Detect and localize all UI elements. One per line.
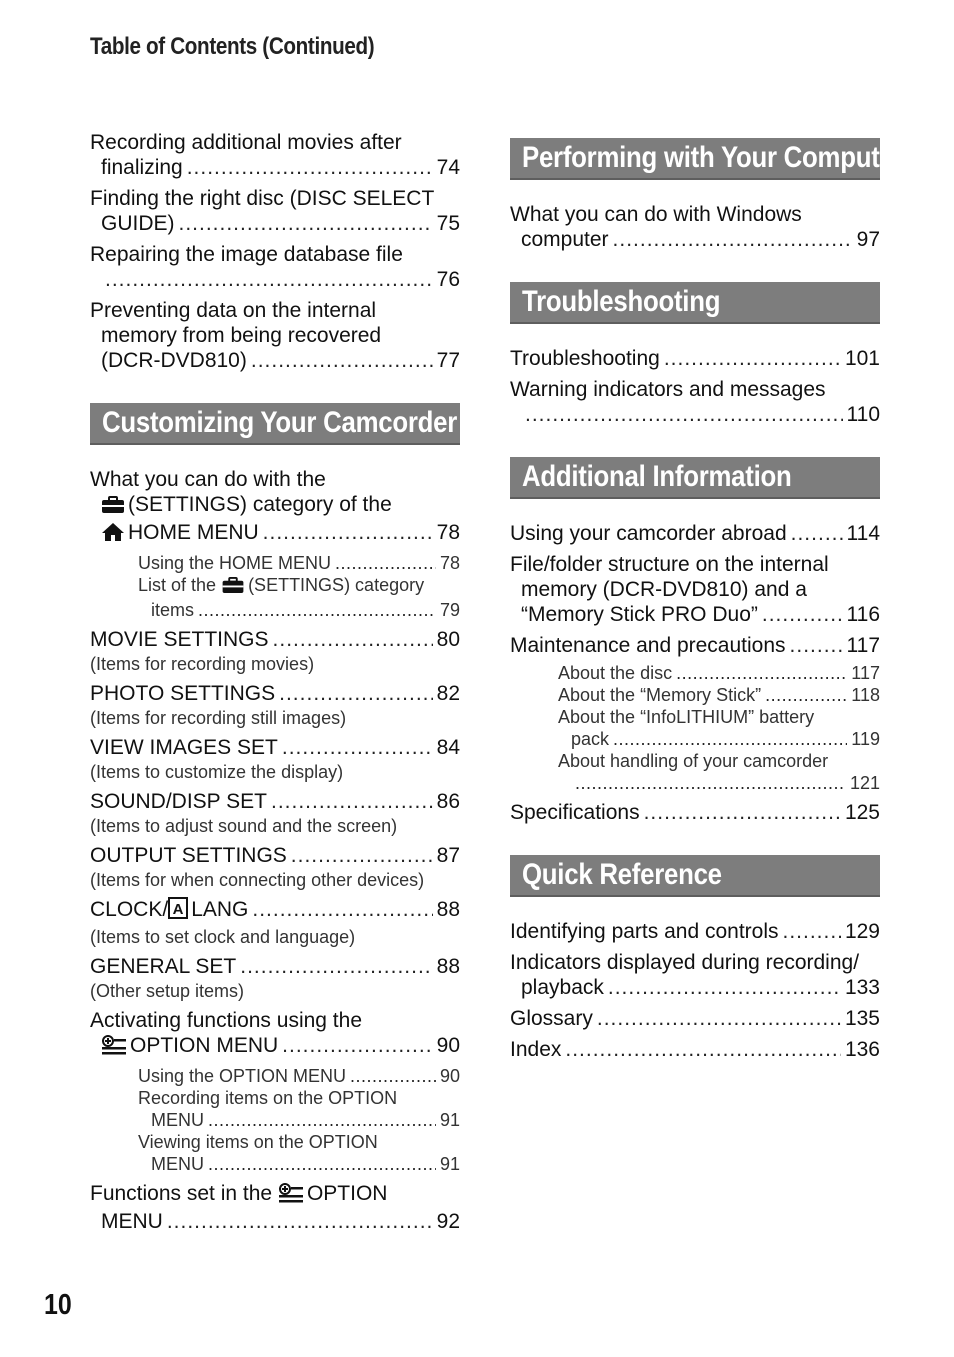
section-heading-quick: Quick Reference (510, 855, 880, 897)
toc-entry-settings[interactable]: SOUND/DISP SET ..... 86 (Items to adjust sound and the screen) (90, 789, 460, 837)
toc-subentry[interactable]: About the “InfoLITHIUM” battery pack ..... 119 (558, 706, 880, 750)
toc-subentry[interactable]: About the disc ..... 117 (558, 662, 880, 684)
toc-subentry[interactable]: Using the HOME MENU ..... 78 (138, 552, 460, 574)
page-number: 10 (44, 1289, 72, 1321)
toc-left-column (90, 130, 460, 1240)
toc-entry[interactable]: What you can do with Windows computer ..... 97 (510, 202, 880, 252)
section-heading-troubleshooting: Troubleshooting (510, 282, 880, 324)
toc-subentry[interactable]: About the “Memory Stick” ..... 118 (558, 684, 880, 706)
toc-entry-activating[interactable]: Activating functions using the OPTION MENU ..... 90 Using the OPTION MENU ..... 90 Recording items on the OPTION MENU ..... 91 Viewing items on the OPTION MENU ..... 91 (90, 1008, 460, 1175)
toc-entry[interactable]: Repairing the image database file ..... 76 (90, 242, 460, 292)
toc-entry[interactable]: Using your camcorder abroad ..... 114 (510, 521, 880, 546)
toc-entry-settings[interactable]: OUTPUT SETTINGS ..... 87 (Items for when connecting other devices) (90, 843, 460, 891)
toc-entry-what-you-can-do[interactable]: What you can do with the (SETTINGS) category of the HOME MENU ..... 78 Using the HOME MENU ..... 78 List of the (SETTINGS) category items ..... 79 (90, 467, 460, 621)
toc-entry[interactable]: Indicators displayed during recording/ playback ..... 133 (510, 950, 880, 1000)
svg-text:A: A (172, 901, 184, 918)
toc-entry[interactable]: Maintenance and precautions ..... 117 About the disc ..... 117 About the “Memory Stick” ..... 118 About the “InfoLITHIUM” battery pack ..... 119 About handling of your camcorder ..... 121 (510, 633, 880, 794)
toc-entry-settings[interactable]: PHOTO SETTINGS ..... 82 (Items for recording still images) (90, 681, 460, 729)
toc-entry-settings[interactable]: VIEW IMAGES SET ..... 84 (Items to customize the display) (90, 735, 460, 783)
toc-subentry[interactable]: List of the (SETTINGS) category items ..... 79 (138, 574, 460, 621)
toc-entry[interactable]: Index ..... 136 (510, 1037, 880, 1062)
toc-entry[interactable]: Specifications ..... 125 (510, 800, 880, 825)
toolbox-icon (101, 495, 125, 520)
toc-entry[interactable]: Troubleshooting ..... 101 (510, 346, 880, 371)
toc-entry[interactable]: Glossary ..... 135 (510, 1006, 880, 1031)
section-heading-customizing: Customizing Your Camcorder (90, 403, 460, 445)
toc-entry[interactable]: Finding the right disc (DISC SELECT GUIDE) ..... 75 (90, 186, 460, 236)
toc-entry[interactable]: Preventing data on the internal memory from being recovered (DCR-DVD810) ..... 77 (90, 298, 460, 373)
clock-lang-icon (168, 897, 188, 925)
toc-subentry[interactable]: Using the OPTION MENU ..... 90 (138, 1065, 460, 1087)
option-menu-icon (101, 1035, 127, 1061)
toc-subentry[interactable]: Recording items on the OPTION MENU ..... 91 (138, 1087, 460, 1131)
page-ref: 77 (436, 349, 460, 372)
page-ref: 74 (436, 156, 460, 179)
toc-entry[interactable]: Warning indicators and messages ..... 110 (510, 377, 880, 427)
section-heading-additional: Additional Information (510, 457, 880, 499)
toc-entry-settings[interactable]: CLOCK/ A LANG ..... 88 (Items to set clock and language) (90, 897, 460, 948)
toc-entry-settings[interactable]: GENERAL SET ..... 88 (Other setup items) (90, 954, 460, 1002)
option-menu-icon (278, 1183, 304, 1209)
page-ref: 76 (436, 268, 460, 291)
toc-entry[interactable]: Identifying parts and controls ..... 129 (510, 919, 880, 944)
toc-entry-functions-set[interactable]: Functions set in the OPTION MENU ..... 92 (90, 1181, 460, 1234)
toc-entry-settings[interactable]: MOVIE SETTINGS ..... 80 (Items for recording movies) (90, 627, 460, 675)
toc-entry[interactable]: File/folder structure on the internal memory (DCR-DVD810) and a “Memory Stick PRO Duo” ..... 116 (510, 552, 880, 627)
section-heading-computer: Performing with Your Computer (510, 138, 880, 180)
toolbox-icon (221, 577, 245, 599)
home-icon (101, 522, 125, 548)
toc-entry[interactable]: Recording additional movies after finalizing ..... 74 (90, 130, 460, 180)
toc-right-column (510, 130, 904, 1068)
page-ref: 75 (436, 212, 460, 235)
toc-subentry[interactable]: Viewing items on the OPTION MENU ..... 91 (138, 1131, 460, 1175)
page-ref: 78 (436, 521, 460, 544)
toc-subentry[interactable]: About handling of your camcorder ..... 121 (558, 750, 880, 794)
page-title: Table of Contents (Continued) (90, 33, 375, 60)
